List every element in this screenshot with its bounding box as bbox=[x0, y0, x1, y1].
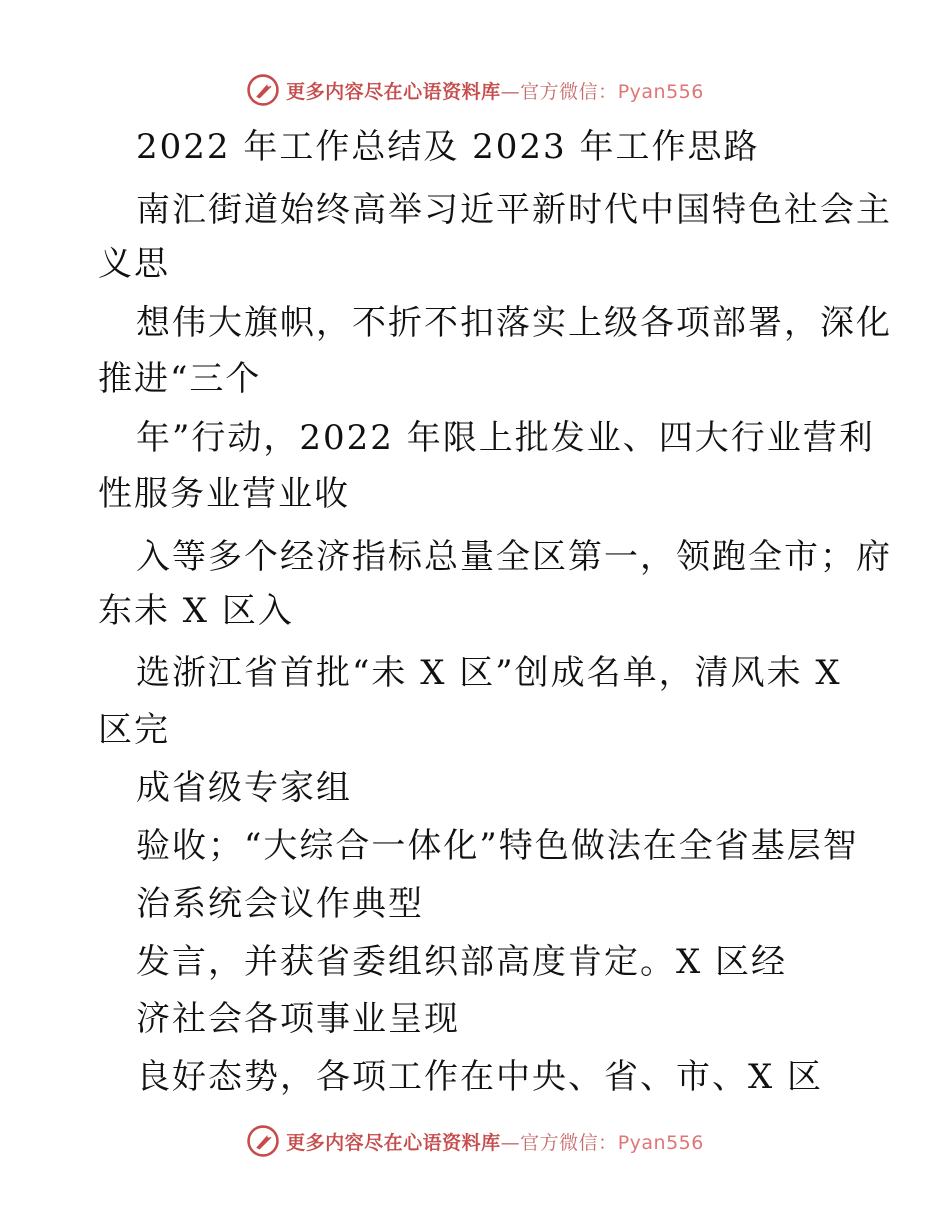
watermark-text bbox=[286, 77, 704, 104]
paragraph-line: 选浙江省首批“未 X 区”创成名单，清风未 X bbox=[136, 653, 842, 693]
watermark-wechat: Pyan556 bbox=[617, 1131, 704, 1154]
paragraph-line: 想伟大旗帜，不折不扣落实上级各项部署，深化 bbox=[136, 303, 892, 343]
paragraph-line: 义思 bbox=[98, 244, 170, 284]
watermark-wechat: Pyan556 bbox=[617, 80, 704, 103]
watermark-text bbox=[286, 1128, 704, 1155]
paragraph-line: 区完 bbox=[98, 710, 170, 750]
paragraph-line: 良好态势，各项工作在中央、省、市、X 区 bbox=[136, 1057, 824, 1097]
watermark-suffix: 官方微信： bbox=[520, 80, 618, 103]
watermark-header bbox=[0, 70, 950, 110]
paragraph-line: 成省级专家组 bbox=[136, 768, 352, 808]
paragraph-line: 发言，并获省委组织部高度肯定。X 区经 bbox=[136, 942, 788, 982]
watermark-separator: — bbox=[500, 1131, 521, 1154]
watermark-suffix: 官方微信： bbox=[520, 1131, 618, 1154]
watermark-brand: 更多内容尽在心语资料库 bbox=[286, 80, 501, 103]
paragraph-line: 入等多个经济指标总量全区第一，领跑全市；府 bbox=[136, 537, 892, 577]
pen-nib-logo-icon bbox=[246, 73, 280, 107]
pen-nib-logo-icon bbox=[246, 1124, 280, 1158]
document-title: 2022 年工作总结及 2023 年工作思路 bbox=[136, 127, 760, 167]
paragraph-line: 南汇街道始终高举习近平新时代中国特色社会主 bbox=[136, 190, 892, 230]
paragraph-line: 推进“三个 bbox=[98, 359, 262, 399]
paragraph-line: 性服务业营业收 bbox=[98, 474, 350, 514]
paragraph-line: 济社会各项事业呈现 bbox=[136, 999, 460, 1039]
watermark-footer bbox=[0, 1121, 950, 1161]
watermark-separator: — bbox=[500, 80, 521, 103]
paragraph-line: 治系统会议作典型 bbox=[136, 884, 424, 924]
paragraph-line: 验收；“大综合一体化”特色做法在全省基层智 bbox=[136, 826, 859, 866]
paragraph-line: 年”行动，2022 年限上批发业、四大行业营利 bbox=[136, 418, 875, 458]
paragraph-line: 东未 X 区入 bbox=[98, 591, 294, 631]
watermark-brand: 更多内容尽在心语资料库 bbox=[286, 1131, 501, 1154]
